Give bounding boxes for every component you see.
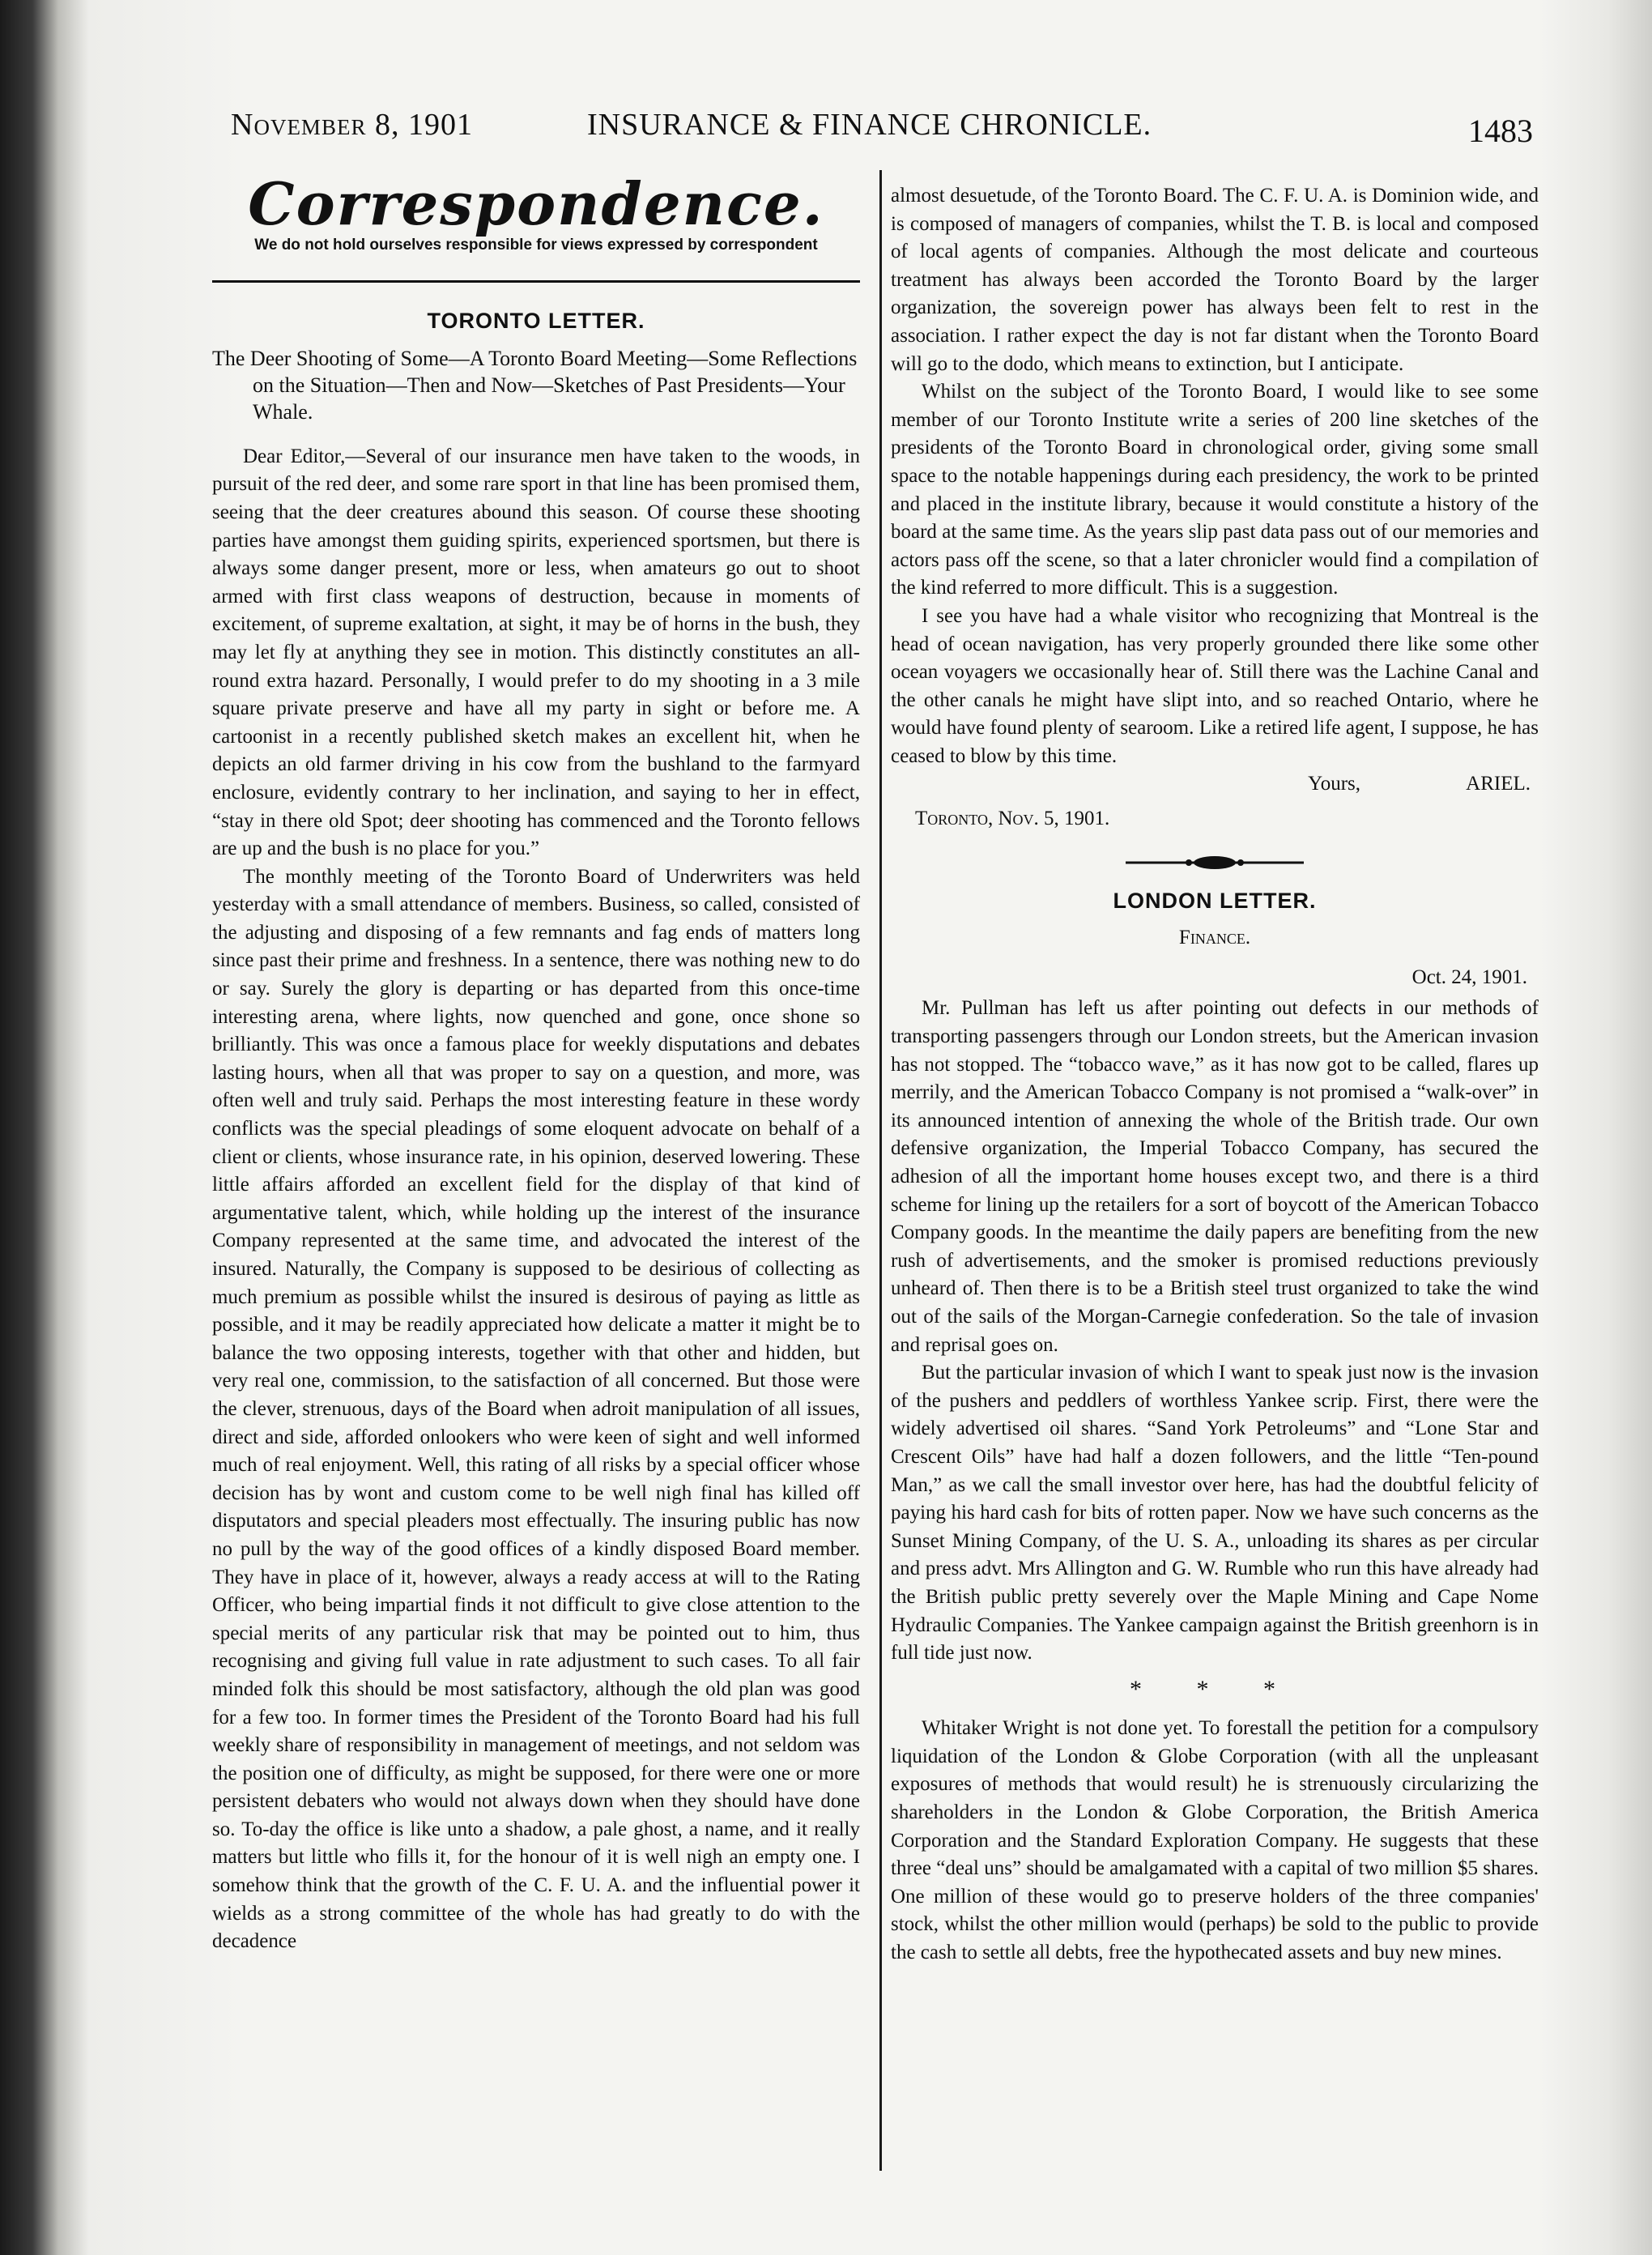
ornament-divider	[1126, 853, 1304, 872]
subheading-text: The Deer Shooting of Some—A Toronto Board Meeting—Some Reflections on the Situation—Then and Now—Sketches of Past Presidents—Your Whale.	[212, 346, 858, 424]
london-letter-subheading: Finance.	[1178, 927, 1251, 949]
section-rule	[212, 280, 860, 283]
toronto-letter-subheading	[212, 345, 860, 425]
page-header	[231, 104, 1575, 152]
publication-title: INSURANCE & FINANCE CHRONICLE.	[587, 108, 1152, 142]
letter-date: Oct. 24, 1901.	[1411, 966, 1527, 988]
issue-date: November 8, 1901	[231, 108, 473, 142]
toronto-letter-heading: TORONTO LETTER.	[427, 309, 645, 334]
signature: ARIEL.	[1466, 773, 1531, 795]
asterism-separator: * * *	[1130, 1675, 1300, 1703]
right-column	[891, 182, 1539, 1967]
london-letter-heading: LONDON LETTER.	[1113, 888, 1317, 913]
section-heading: Correspondence.	[248, 169, 824, 238]
article-paragraph: Whitaker Wright is not done yet. To forestall the petition for a compulsory liquidation of the London & Globe Corporation (with all the unpleasant exposures of methods that would result) he is strenuously circularizing the shareholders in the London & Globe Corporation, the British America Corporation and the Standard Exploration Company. He suggests that these three “deal uns” should be amalgamated with a capital of two million $5 shares. One million of these would go to preserve holders of the three companies' stock, whilst the other million would (perhaps) be sold to the public to provide the cash to settle all debts, free the hypothecated assets and buy new mines.	[891, 1717, 1539, 1964]
page-number: 1483	[1468, 113, 1533, 149]
article-paragraph: The monthly meeting of the Toronto Board of Underwriters was held yesterday with a small attendance of members. Business, so called, consisted of the adjusting and disposing of a few remnants and fag ends of matters long since past their prime and freshness. In a sentence, there was nothing new to do or say. Surely the glory is departing or has departed from this once-time interesting arena, where lights, now quenched and gone, once shone so brilliantly. This was once a famous place for weekly disputations and debates lasting hours, when all that was proper to say on a question, and more, was often well and truly said. Perhaps the most interesting feature in these wordy conflicts was the special pleadings of some eloquent advocate on behalf of a client or clients, whose insurance rate, in his opinion, deserved lowering. These little affairs afforded an excellent field for the display of that kind of argumentative talent, which, while holding up the interest of the insurance Company represented at the same time, and advocated the interest of the insured. Naturally, the Company is supposed to be desirious of collecting as much premium as possible whilst the insured is desirous of paying as little as possible, and it may be readily appreciated how delicate a matter it might be to balance the two opposing interests, together with that other and hidden, but very real one, commission, to the satisfaction of all concerned. But those were the clever, strenuous, days of the Board when adroit manipulation of all issues, direct and side, afforded onlookers who were keen of sight and well informed much of real enjoyment. Well, this rating of all risks by a special officer whose decision has by wont and custom come to be well nigh final has killed off disputators and special pleaders most effectually. The insuring public has now no pull by the way of the good offices of a kindly disposed Board member. They have in place of it, however, always a ready access at will to the Rating Officer, who being impartial finds it not difficult to give close attention to the special merits of any particular risk that may be pointed out to him, thus recognising and giving full value in rate adjustment to such cases. To all fair minded folk this should be most satisfactory, although the old plan was good for a few too. In former times the President of the Toronto Board had his full weekly share of responsibility in management of meetings, and not seldom was the position one of difficulty, as might be supposed, for there were one or more persistent debaters who would not always down when they should have done so. To-day the office is like unto a shadow, a pale ghost, a name, and it really matters but little who fills it, for the honour of it is well nigh an empty one. I somehow think that the growth of the C. F. U. A. and the influential power it wields as a strong committee of the whole has had greatly to do with the decadence	[212, 865, 860, 1953]
article-paragraph: almost desuetude, of the Toronto Board. The C. F. U. A. is Dominion wide, and is composed of managers of companies, whilst the T. B. is local and composed of local agents of companies. Although the most delicate and courteous treatment has always been accorded the Toronto Board by the larger organization, the sovereign power has always been felt to rest in the association. I rather expect the day is not far distant when the Toronto Board will go to the dodo, which means to extinction, but I anticipate.	[891, 185, 1539, 375]
article-paragraph: Dear Editor,—Several of our insurance men have taken to the woods, in pursuit of the red deer, and some rare sport in that line has been promised them, seeing that the deer creatures abound this season. Of course these shooting parties have amongst them guiding spirits, experienced sportsmen, but there is always some danger present, more or less, when amateurs go out to shoot armed with first class weapons of destruction, because in moments of excitement, of supreme exaltation, at sight, it may be of horns in the bush, they may let fly at anything they see in motion. This distinctly constitutes an all-round extra hazard. Personally, I would prefer to do my shooting in a 3 mile square private preserve and have all my party in sight or before me. A cartoonist in a recently published sketch makes an excellent hit, when he depicts an old farmer driving in his cow from the bushland to the farmyard enclosure, evidently contrary to her inclination, and saying to her in effect, “stay in there old Spot; deer shooting has commenced and the Toronto fellows are up and the bush is no place for you.”	[212, 445, 860, 860]
article-paragraph: Whilst on the subject of the Toronto Board, I would like to see some member of our Toronto Institute write a series of 200 line sketches of the presidents of the Toronto Board in chronological order, giving some small space to the notable happenings during each presidency, the work to be printed and placed in the institute library, because it would constitute a history of the board at the same time. As the years slip past data pass out of our memories and actors pass off the scene, so that a later chronicler would find a compilation of the kind referred to more difficult. This is a suggestion.	[891, 381, 1539, 599]
dateline: Toronto, Nov. 5, 1901.	[915, 808, 1110, 830]
article-paragraph: I see you have had a whale visitor who recognizing that Montreal is the head of ocean navigation, has very properly grounded there like some other ocean voyagers we occasionally hear of. Still there was the Lachine Canal and the other canals he might have slipt into, and so reached Ontario, where he would have found plenty of searoom. Like a retired life agent, I suppose, he has ceased to blow by this time.	[891, 604, 1539, 767]
left-column	[212, 169, 860, 1956]
closing: Yours,	[1308, 773, 1360, 795]
column-divider	[879, 170, 882, 2171]
article-paragraph: But the particular invasion of which I want to speak just now is the invasion of the pushers and peddlers of worthless Yankee scrip. First, there were the widely advertised oil shares. “Sand York Petroleums” and “Lone Star and Crescent Oils” have had half a dozen followers, and the little “Ten-pound Man,” as we call the small investor over here, has had the doubtful felicity of paying his hard cash for bits of rotten paper. Now we have such concerns as the Sunset Mining Company, of the U. S. A., unloading its shares as per circular and press advt. Mrs Allington and G. W. Rumble who run this have already had the British public pretty severely over the Maple Mining and Cape Nome Hydraulic Companies. The Yankee campaign against the British greenhorn is in full tide just now.	[891, 1362, 1539, 1665]
disclaimer: We do not hold ourselves responsible for views expressed by correspondent	[254, 236, 818, 254]
article-paragraph: Mr. Pullman has left us after pointing out defects in our methods of transporting passengers through our London streets, but the American invasion has not stopped. The “tobacco wave,” as it has now got to be called, flares up merrily, and the American Tobacco Company is not promised a “walk-over” in its announced intention of annexing the whole of the British trade. Our own defensive organization, the Imperial Tobacco Company, has secured the adhesion of all the important home houses except two, and there is a third scheme for lining up the retailers for a sort of boycott of the American Tobacco Company goods. In the meantime the daily papers are benefiting from the new rush of advertisements, and the smoker is promised reductions previously unheard of. Then there is to be a British steel trust organized to take the wind out of the sails of the Morgan-Carnegie confederation. So the tale of invasion and reprisal goes on.	[891, 997, 1539, 1356]
